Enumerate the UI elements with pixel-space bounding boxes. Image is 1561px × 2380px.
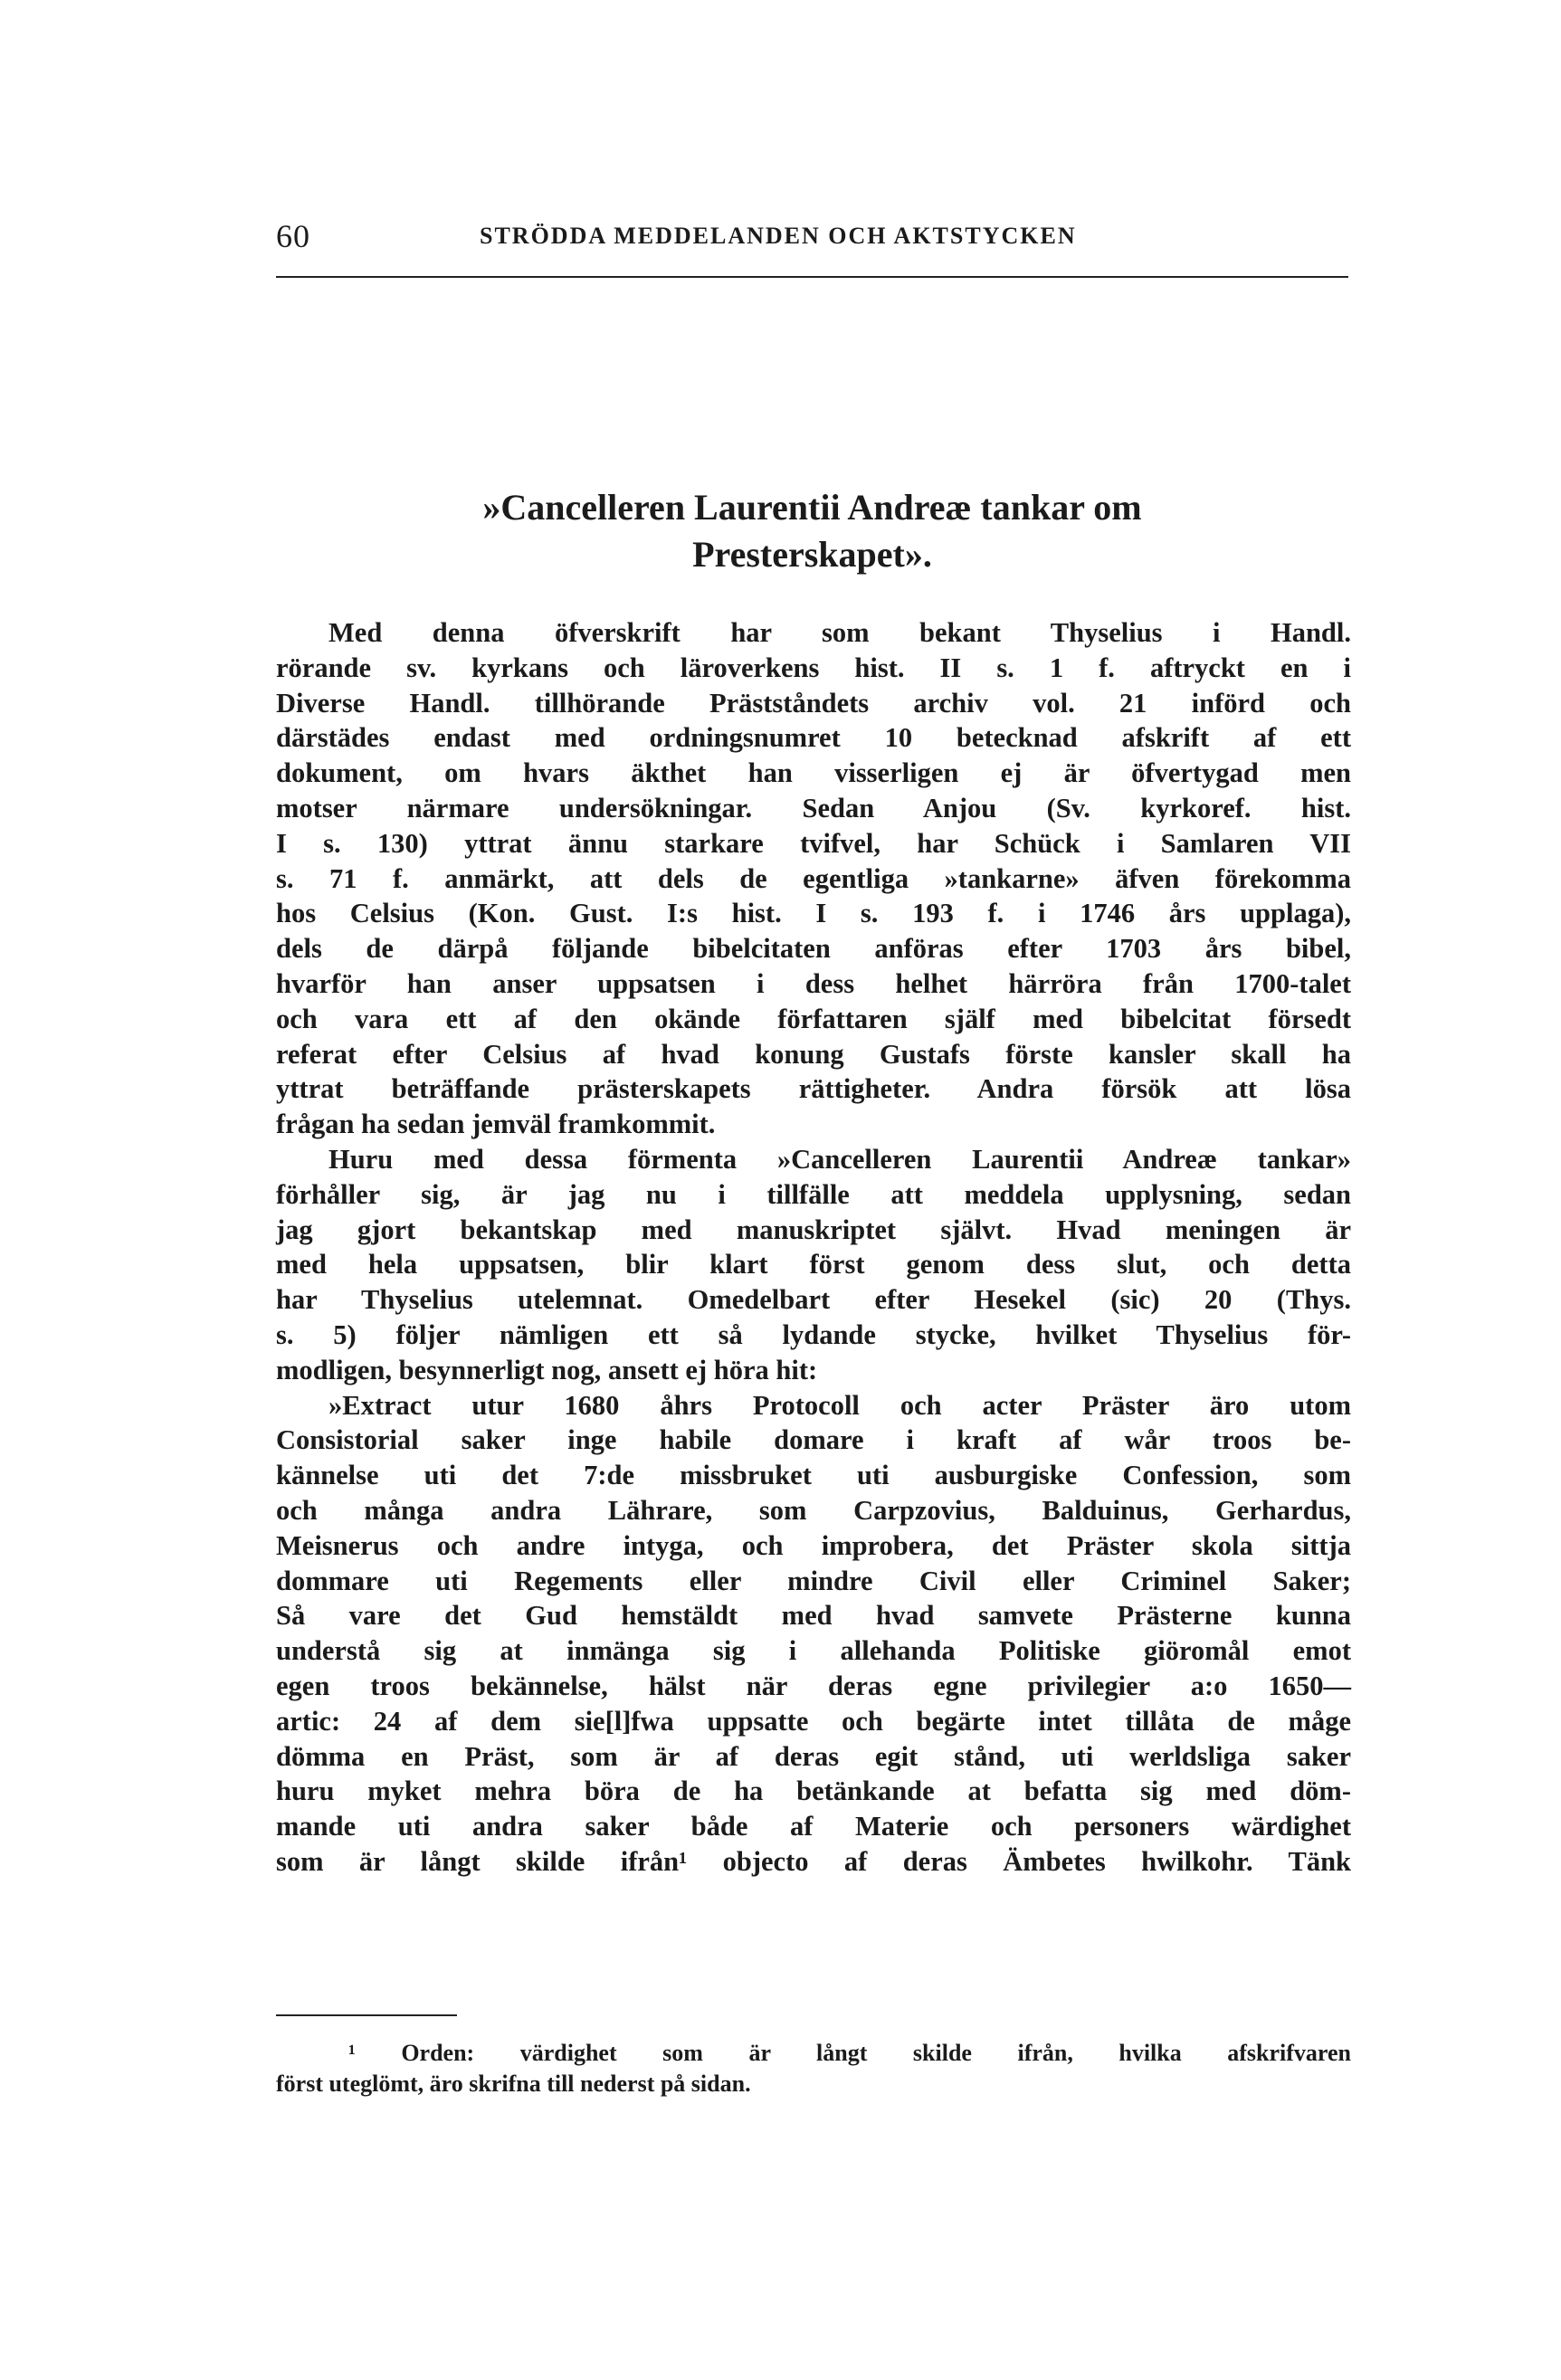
- text-line: s. 71 f. anmärkt, att dels de egentliga »tankarne» äfven förekomma: [276, 862, 1351, 894]
- footnote-line-2: först uteglömt, äro skrifna till nederst på sidan.: [276, 2071, 751, 2097]
- text-line: dommare uti Regements eller mindre Civil eller Criminel Saker;: [276, 1565, 1351, 1596]
- text-line: Så vare det Gud hemstäldt med hvad samvete Prästerne kunna: [276, 1600, 1351, 1632]
- text-line: dokument, om hvars äkthet han visserligen ej är öfvertygad men: [276, 757, 1351, 789]
- text-line: därstädes endast med ordningsnumret 10 betecknad afskrift af ett: [276, 722, 1351, 754]
- text-line: frågan ha sedan jemväl framkommit.: [276, 1109, 716, 1140]
- text-line: Med denna öfverskrift har som bekant Thyselius i Handl.: [328, 617, 1351, 648]
- text-line: dels de därpå följande bibelcitaten anföras efter 1703 års bibel,: [276, 933, 1351, 965]
- text-line: Consistorial saker inge habile domare i kraft af wår troos be-: [276, 1424, 1351, 1456]
- header-rule: [276, 276, 1348, 278]
- quoted-extract: [276, 1388, 1351, 1880]
- text-line: s. 5) följer nämligen ett så lydande stycke, hvilket Thyselius för-: [276, 1319, 1351, 1350]
- text-line: med hela uppsatsen, blir klart först genom dess slut, och detta: [276, 1249, 1351, 1280]
- text-line: dömma en Präst, som är af deras egit stånd, uti werldsliga saker: [276, 1740, 1351, 1772]
- text-line: Meisnerus och andre intyga, och improbera, det Präster skola sittja: [276, 1529, 1351, 1561]
- text-line: kännelse uti det 7:de missbruket uti ausburgiske Confession, som: [276, 1460, 1351, 1491]
- text-line: egen troos bekännelse, hälst när deras egne privilegier a:o 1650—: [276, 1670, 1351, 1701]
- text-line: och vara ett af den okände författaren själf med bibelcitat försedt: [276, 1003, 1351, 1034]
- text-line: jag gjort bekantskap med manuskriptet självt. Hvad meningen är: [276, 1214, 1351, 1245]
- paragraph-1: [276, 615, 1351, 1142]
- paragraph-2: [276, 1142, 1351, 1388]
- body-text: [276, 615, 1351, 1880]
- article-title-line-2: Presterskapet».: [692, 534, 932, 575]
- text-line: huru myket mehra böra de ha betänkande at befatta sig med döm-: [276, 1775, 1351, 1807]
- page-number: 60: [276, 218, 310, 254]
- text-line: modligen, besynnerligt nog, ansett ej höra hit:: [276, 1354, 818, 1385]
- text-line: hvarför han anser uppsatsen i dess helhet härröra från 1700-talet: [276, 967, 1351, 999]
- text-line: yttrat beträffande prästerskapets rättigheter. Andra försök att lösa: [276, 1073, 1351, 1105]
- text-line: Huru med dessa förmenta »Cancelleren Laurentii Andreæ tankar»: [328, 1143, 1351, 1175]
- footnote-rule: [276, 2014, 457, 2016]
- text-line: understå sig at inmänga sig i allehanda Politiske giöromål emot: [276, 1635, 1351, 1667]
- footnote-line-1: ¹ Orden: värdighet som är långt skilde ifrån, hvilka afskrifvaren: [348, 2040, 1351, 2066]
- running-head: STRÖDDA MEDDELANDEN OCH AKTSTYCKEN: [480, 223, 1077, 249]
- text-line: och många andra Lährare, som Carpzovius, Balduinus, Gerhardus,: [276, 1494, 1351, 1526]
- text-line: artic: 24 af dem sie[l]fwa uppsatte och begärte intet tillåta de måge: [276, 1705, 1351, 1737]
- text-line: har Thyselius utelemnat. Omedelbart efter Hesekel (sic) 20 (Thys.: [276, 1284, 1351, 1316]
- text-line: »Extract utur 1680 åhrs Protocoll och acter Präster äro utom: [328, 1389, 1351, 1421]
- article-title: [276, 484, 1348, 578]
- article-title-line-1: »Cancelleren Laurentii Andreæ tankar om: [482, 487, 1142, 528]
- text-line: rörande sv. kyrkans och läroverkens hist. II s. 1 f. aftryckt en i: [276, 652, 1351, 683]
- text-line: I s. 130) yttrat ännu starkare tvifvel, har Schück i Samlaren VII: [276, 827, 1351, 859]
- text-line: som är långt skilde ifrån¹ objecto af deras Ämbetes hwilkohr. Tänk: [276, 1845, 1351, 1877]
- text-line: hos Celsius (Kon. Gust. I:s hist. I s. 193 f. i 1746 års upplaga),: [276, 898, 1351, 929]
- text-line: förhåller sig, är jag nu i tillfälle att meddela upplysning, sedan: [276, 1178, 1351, 1210]
- text-line: Diverse Handl. tillhörande Prästståndets archiv vol. 21 införd och: [276, 687, 1351, 719]
- text-line: motser närmare undersökningar. Sedan Anjou (Sv. kyrkoref. hist.: [276, 792, 1351, 823]
- text-line: mande uti andra saker både af Materie och personers wärdighet: [276, 1811, 1351, 1842]
- text-line: referat efter Celsius af hvad konung Gustafs förste kansler skall ha: [276, 1038, 1351, 1070]
- footnote: [276, 2038, 1351, 2099]
